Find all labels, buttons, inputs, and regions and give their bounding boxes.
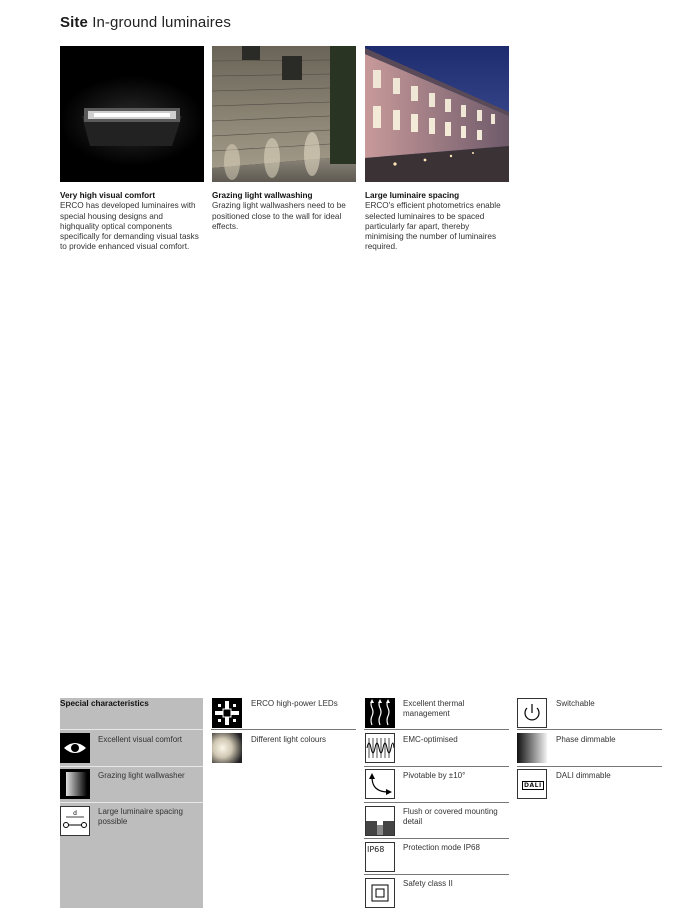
phase-dim-icon [517, 733, 547, 763]
divider [517, 729, 662, 730]
dali-icon [517, 769, 547, 799]
page-title [60, 14, 231, 31]
feature-wallwashing [212, 191, 354, 232]
light-colours-icon [212, 733, 242, 763]
divider [364, 729, 509, 730]
icon-label: Safety class II [403, 879, 453, 888]
icon-label: EMC-optimised [403, 735, 458, 744]
mounting-icon [365, 806, 395, 836]
section-name: Site [60, 14, 88, 31]
icon-label: Excellent thermal management [403, 699, 465, 718]
divider [364, 838, 509, 839]
divider [364, 874, 509, 875]
luminaire-photo [60, 46, 204, 182]
divider [364, 802, 509, 803]
divider [60, 766, 203, 767]
dali-badge: DALI [524, 782, 542, 789]
divider [211, 729, 356, 730]
spacing-photo [365, 46, 509, 182]
wallwasher-icon [60, 769, 90, 799]
special-item-label: Excellent visual comfort [98, 735, 183, 744]
feature-visual-comfort [60, 191, 202, 253]
section-subtitle: In-ground luminaires [92, 14, 231, 31]
special-characteristics-title: Special characteristics [60, 699, 149, 708]
divider [60, 729, 203, 730]
safety-class-icon [365, 878, 395, 908]
icon-label: Different light colours [251, 735, 326, 744]
feature-text: ERCO's efficient photometrics enable selected luminaires to be spaced particularly far apart, thereby minimising the number of luminaires required. [365, 201, 501, 252]
icon-label: Pivotable by ±10° [403, 771, 466, 780]
divider [60, 802, 203, 803]
pivot-icon [365, 769, 395, 799]
spacing-icon [60, 806, 90, 836]
ip68-icon [365, 842, 395, 872]
divider [364, 766, 509, 767]
special-item-label: Grazing light wallwasher [98, 771, 185, 780]
thermal-icon [365, 698, 395, 728]
wallwashing-photo [212, 46, 356, 182]
feature-text: Grazing light wallwashers need to be positioned close to the wall for ideal effects. [212, 201, 346, 231]
feature-spacing [365, 191, 507, 253]
feature-title: Large luminaire spacing [365, 191, 460, 200]
special-item-label: Large luminaire spacing possible [98, 807, 183, 826]
ip68-badge: IP68 [367, 845, 385, 854]
svg-text:d: d [73, 810, 77, 817]
icon-label: DALI dimmable [556, 771, 611, 780]
power-icon [517, 698, 547, 728]
emc-icon [365, 733, 395, 763]
led-icon [212, 698, 242, 728]
eye-icon [60, 733, 90, 763]
icon-label: Protection mode IP68 [403, 843, 480, 852]
icon-label: Phase dimmable [556, 735, 616, 744]
feature-text: ERCO has developed luminaires with special housing designs and highquality optical components specifically for demanding visual tasks to provide enhanced visual comfort. [60, 201, 199, 252]
divider [517, 766, 662, 767]
icon-label: Switchable [556, 699, 595, 708]
feature-title: Very high visual comfort [60, 191, 156, 200]
icon-label: Flush or covered mounting detail [403, 807, 498, 826]
feature-title: Grazing light wallwashing [212, 191, 313, 200]
icon-label: ERCO high-power LEDs [251, 699, 338, 708]
